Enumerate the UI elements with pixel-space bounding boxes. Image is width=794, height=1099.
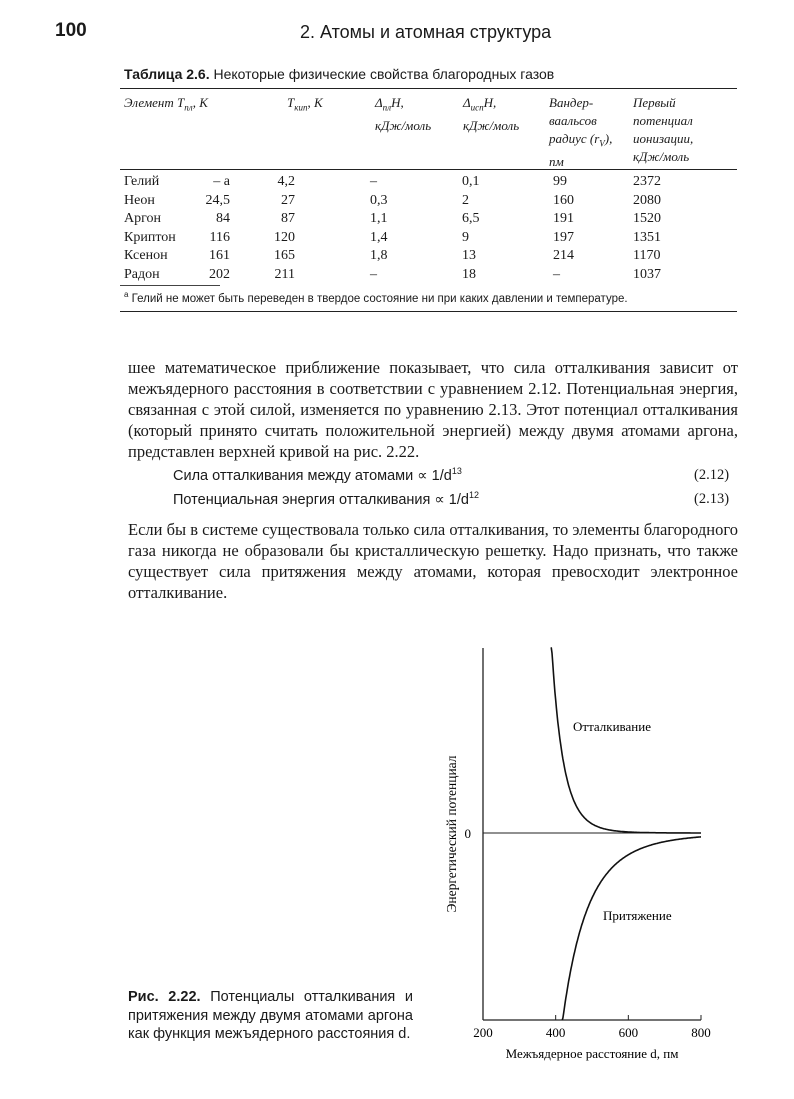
table-cell: 202 <box>209 267 230 282</box>
table-cell: 1520 <box>633 211 661 227</box>
table-cell: 214 <box>553 248 574 264</box>
y-axis-label: Энергетический потенциал <box>444 755 459 913</box>
table-cell: – <box>370 267 377 282</box>
figure-caption-text: Потенциалы отталкивания и притяжения между двумя атомами аргона как функция межъядерного расстояния d. <box>128 989 413 1042</box>
equation-2-12-number: (2.12) <box>694 467 730 483</box>
table-cell: 99 <box>553 174 567 189</box>
table-cell: 1,4 <box>370 229 388 245</box>
table-cell: 9 <box>462 229 469 245</box>
table-cell: – a <box>213 174 230 189</box>
equation-2-12: Сила отталкивания между атомами ∝ $1/d^{13}$ <box>173 466 462 484</box>
body-paragraph-2: Если бы в системе существовала только сила отталкивания, то элементы благородного газа никогда не образовали бы кристаллическую решетку. Надо признать, что также существует сила притяжения между атомами, которая превосходит электронное отталкивание. <box>128 520 738 602</box>
x-tick-label: 800 <box>691 1025 711 1040</box>
table-row-element: Радон <box>124 267 160 282</box>
table-cell: 197 <box>553 229 574 245</box>
table-cell: 160 <box>553 192 574 208</box>
table-row-element: Криптон <box>124 229 176 245</box>
table-row-element: Гелий <box>124 174 160 189</box>
table-cell: 13 <box>462 248 476 264</box>
table-cell: 1,1 <box>370 211 388 227</box>
table-cell: 120 <box>274 229 295 245</box>
col-header-ionization: Первый потенциал ионизации, кДж/моль <box>633 95 694 164</box>
table-caption-label: Таблица 2.6. <box>124 66 210 82</box>
col-header-vdw: Вандер- ваальсов радиус $(r_V)$, пм <box>549 95 613 169</box>
table-cell: 0,1 <box>462 174 480 189</box>
x-tick-label: 200 <box>473 1025 493 1040</box>
equation-2-13: Потенциальная энергия отталкивания ∝ $1/d^{12}$ <box>173 490 479 508</box>
table-row-element: Ксенон <box>124 248 168 264</box>
table-cell: 84 <box>216 211 230 227</box>
attraction-curve <box>562 837 701 1020</box>
body-paragraph-1: шее математическое приближение показывает, что сила отталкивания зависит от межъядерного расстояния в соответствии с уравнением 2.12. Потенциальная энергия, связанная с этой силой, изменяется по уравнению 2.13. Этот потенциал отталкивания (который принято считать положительной энергией) между двумя атомами аргона, представлен верхней кривой на рис. 2.22. <box>128 358 738 461</box>
table-cell: 4,2 <box>277 174 295 189</box>
page-number: 100 <box>55 20 87 41</box>
table-cell: 27 <box>281 192 295 208</box>
table-cell: 165 <box>274 248 295 264</box>
repulsion-curve <box>551 648 701 833</box>
figure-label: Рис. 2.22. <box>128 989 201 1005</box>
x-tick-label: 400 <box>545 1025 566 1040</box>
table-footnote: $^a$ Гелий не может быть переведен в твердое состояние ни при каких давлении и температуре. <box>124 290 628 305</box>
table-cell: 2 <box>462 192 469 208</box>
attraction-label: Притяжение <box>603 908 672 923</box>
table-cell: 18 <box>462 267 476 282</box>
y-tick-zero: 0 <box>464 826 471 841</box>
table-cell: 1037 <box>633 267 661 282</box>
table-cell: 116 <box>209 229 230 245</box>
col-header-hvap: $\Delta_{исп}H$, кДж/моль <box>463 95 520 133</box>
running-header: 2. Атомы и атомная структура <box>300 22 552 42</box>
table-cell: 191 <box>553 211 574 227</box>
table-cell: 1351 <box>633 229 661 245</box>
table-cell: 1,8 <box>370 248 388 264</box>
col-header-tboil: $T_{кип}$, K <box>287 95 323 113</box>
table-cell: 161 <box>209 248 230 264</box>
table-cell: 1170 <box>633 248 661 264</box>
table-cell: 2372 <box>633 174 661 189</box>
col-header-element: Элемент $T_{пл}$, K <box>124 95 208 113</box>
table-caption-text: Некоторые физические свойства благородных газов <box>213 66 555 82</box>
table-cell: 0,3 <box>370 192 388 208</box>
x-tick-label: 600 <box>618 1025 639 1040</box>
table-cell: – <box>370 174 377 189</box>
table-row-element: Аргон <box>124 211 161 227</box>
equation-2-13-number: (2.13) <box>694 491 730 507</box>
table-row-element: Неон <box>124 192 155 208</box>
repulsion-label: Отталкивание <box>573 719 651 734</box>
table-cell: 2080 <box>633 192 661 208</box>
col-header-hfus: $\Delta_{пл}H$, кДж/моль <box>375 95 432 133</box>
table-cell: 87 <box>281 211 295 227</box>
table-cell: – <box>553 267 560 282</box>
table-cell: 6,5 <box>462 211 480 227</box>
table-cell: 211 <box>274 267 295 282</box>
figure-caption <box>128 988 413 1044</box>
table-cell: 24,5 <box>205 192 230 208</box>
x-axis-label: Межъядерное расстояние d, пм <box>505 1046 679 1061</box>
x-ticks <box>473 1015 711 1040</box>
